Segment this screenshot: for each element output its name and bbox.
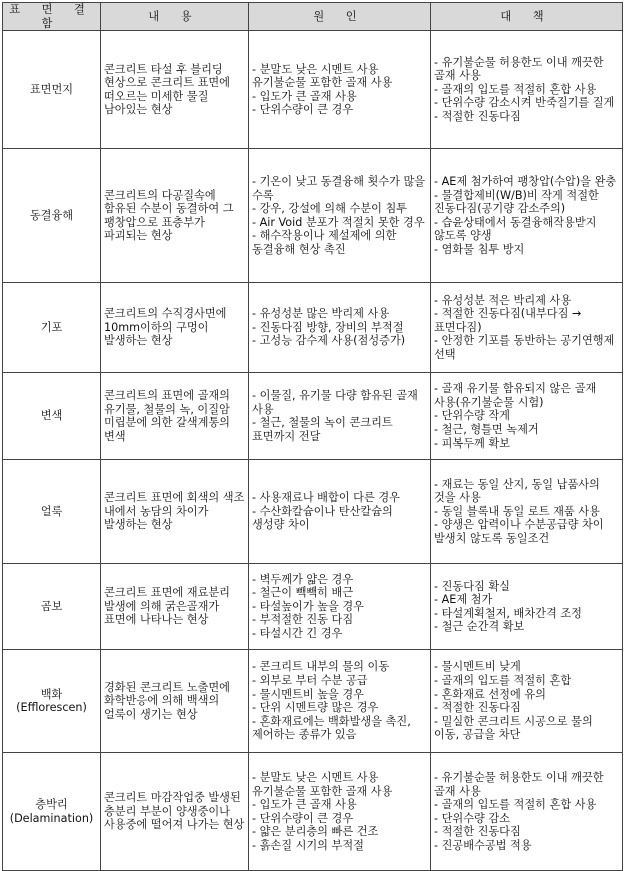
cause-line: - 흙손질 시기의 부적절 xyxy=(252,838,364,852)
defect-causes xyxy=(249,564,431,650)
table-row xyxy=(3,650,623,753)
measure-line: - 타설계획철저, 배차간격 조정 xyxy=(434,606,582,620)
cause-line: - 진동다짐 방향, 장비의 부적절 xyxy=(252,320,404,334)
table-header xyxy=(3,3,623,31)
defect-causes xyxy=(249,31,431,149)
table-row xyxy=(3,753,623,871)
table-row xyxy=(3,460,623,564)
cause-line: - 단위수량이 큰 경우 xyxy=(252,103,354,117)
cause-line: - 단위수량이 큰 경우 xyxy=(252,811,354,825)
cause-line: - 입도가 큰 골재 사용 xyxy=(252,89,357,103)
defect-description: 콘크리트 표면에 재료분리 발생에 의해 굵은골재가 표면에 나타나는 현상 xyxy=(101,564,249,650)
defect-description: 경화된 콘크리트 노출면에 화학반응에 의해 백색의 얼룩이 생기는 현상 xyxy=(101,650,249,753)
cause-line: - 고성능 감수제 사용(점성증가) xyxy=(252,334,406,348)
cause-line: 유기불순물 포함한 골재 사용 xyxy=(252,76,393,90)
table-row xyxy=(3,283,623,373)
defect-name: 표면먼지 xyxy=(3,31,101,149)
defect-description: 콘크리트 마감작업중 발생된 층분리 부분이 양생중이나 사용중에 떨어져 나가는 현상 xyxy=(101,753,249,871)
measure-line: - 유기불순물 허용한도 이내 깨끗한 골재 사용 xyxy=(434,55,604,83)
measure-line: - 물결합제비(W/B)비 작게 적절한 진동다짐(공기량 감소주의) xyxy=(434,188,599,216)
measure-line: - 혼화재료 선정에 유의 xyxy=(434,687,546,701)
cause-line: - 얇은 분리층의 빠른 건조 xyxy=(252,825,379,839)
defect-name: 기포 xyxy=(3,283,101,373)
measure-line: - 적절한 진동다짐 xyxy=(434,110,521,124)
cause-line: - 강우, 강설에 의해 수분이 침투 xyxy=(252,202,408,216)
cause-line: - 콘크리트 내부의 물의 이동 xyxy=(252,660,390,674)
defect-name: 동결융해 xyxy=(3,149,101,283)
measure-line: - 진동다짐 확실 xyxy=(434,579,510,593)
cause-line: - 유성성분 많은 박리제 사용 xyxy=(252,307,390,321)
defect-description: 콘크리트의 표면에 골재의 유기물, 철물의 녹, 이질암 미립분에 의한 갈색계통의 변색 xyxy=(101,373,249,460)
cause-line: - 철근, 철물의 녹이 콘크리트 표면까지 전달 xyxy=(252,416,393,443)
measure-line: - 염화물 침투 방지 xyxy=(434,242,525,256)
cause-line: - 혼화재료에는 백화발생을 촉진, 제어하는 종류가 있음 xyxy=(252,714,411,742)
measure-line: - 골재 유기물 함유되지 않은 골재 사용(유기불순물 시험) xyxy=(434,382,597,409)
defect-measures xyxy=(431,460,623,564)
defect-description: 콘크리트 타설 후 블리딩 현상으로 콘크리트 표면에 떠오르는 미세한 물질 남아있는 현상 xyxy=(101,31,249,149)
measure-line: - 안정한 기포를 동반하는 공기연행제 선택 xyxy=(434,334,615,362)
measure-line: - 피복두께 확보 xyxy=(434,436,510,450)
measure-line: - 재료는 동일 산지, 동일 납품사의 것을 사용 xyxy=(434,477,600,505)
defect-causes xyxy=(249,149,431,283)
cause-line: - 분말도 낮은 시멘트 사용 xyxy=(252,770,379,784)
cause-line: - 기온이 낮고 동결융해 횟수가 많을 수록 xyxy=(252,174,426,202)
defect-description: 콘크리트의 수직경사면에 10mm이하의 구멍이 발생하는 현상 xyxy=(101,283,249,373)
defect-name: 백화 (Efflorescen) xyxy=(3,650,101,753)
defect-description: 콘크리트 표면에 회색의 색조 내에서 농담의 차이가 발생하는 현상 xyxy=(101,460,249,564)
measure-line: - 양생은 압력이나 수분공급량 차이 발생치 않도록 동일조건 xyxy=(434,518,604,546)
cause-line: - 철근이 빽빽히 배근 xyxy=(252,586,354,600)
measure-line: - 유성성분 적은 박리제 사용 xyxy=(434,293,572,307)
defect-description: 콘크리트의 다공질속에 함유된 수분이 동결하여 그 팽창압으로 표층부가 파괴되는 현상 xyxy=(101,149,249,283)
cause-line: - 분말도 낮은 시멘트 사용 xyxy=(252,62,379,76)
measure-line: - 습윤상태에서 동결융해작용받지 않도록 양생 xyxy=(434,215,597,243)
measure-line: - AE제 첨가 xyxy=(434,593,493,607)
table-row xyxy=(3,564,623,650)
defect-name: 얼룩 xyxy=(3,460,101,564)
measure-line: - AE제 첨가하여 팽창압(수압)을 완충 xyxy=(434,174,617,188)
defect-name: 곰보 xyxy=(3,564,101,650)
table-row xyxy=(3,373,623,460)
cause-line: - 타설높이가 높을 경우 xyxy=(252,599,364,613)
defect-causes xyxy=(249,753,431,871)
surface-defects-table xyxy=(2,2,623,871)
cause-line: - 외부로 부터 수분 공급 xyxy=(252,674,368,687)
defect-causes xyxy=(249,650,431,753)
measure-line: - 진공배수공법 적용 xyxy=(434,838,532,852)
defect-causes xyxy=(249,283,431,373)
cause-line: - 타설시간 긴 경우 xyxy=(252,627,343,641)
defect-causes xyxy=(249,460,431,564)
measure-line: - 골재의 입도를 적절히 혼합 사용 xyxy=(434,798,597,812)
cause-line: - 사용재료나 배합이 다른 경우 xyxy=(252,491,400,505)
header-description: 내 용 xyxy=(101,3,249,31)
defect-measures xyxy=(431,31,623,149)
table-row xyxy=(3,149,623,283)
defect-name: 변색 xyxy=(3,373,101,460)
cause-line: - 입도가 큰 골재 사용 xyxy=(252,798,357,812)
measure-line: - 물시멘트비 낮게 xyxy=(434,660,521,674)
measure-line: - 동일 블록내 동일 로트 재품 사용 xyxy=(434,504,600,518)
measure-line: - 골재의 입도를 적절히 혼합 xyxy=(434,674,572,687)
cause-line: - Air Void 분포가 적절치 못한 경우 xyxy=(252,215,425,229)
header-cause: 원 인 xyxy=(249,3,431,31)
defect-causes xyxy=(249,373,431,460)
measure-line: - 철근 순간격 확보 xyxy=(434,620,525,634)
cause-line: - 단위 시멘트량 많은 경우 xyxy=(252,701,379,715)
measure-line: - 밀실한 콘크리트 시공으로 물의 이동, 공급을 차단 xyxy=(434,714,593,742)
cause-line: - 이물질, 유기물 다량 함유된 골재 사용 xyxy=(252,389,418,416)
defect-name: 층박리 (Delamination) xyxy=(3,753,101,871)
measure-line: - 유기불순물 허용한도 이내 깨끗한 골재 사용 xyxy=(434,770,604,798)
measure-line: - 적절한 진동다짐 xyxy=(434,825,521,839)
defect-measures xyxy=(431,149,623,283)
defect-measures xyxy=(431,283,623,373)
cause-line: - 벽두께가 얇은 경우 xyxy=(252,572,354,586)
measure-line: - 적절한 진동다짐(내부다짐 → 표면다짐) xyxy=(434,307,582,334)
measure-line: - 단위수량 작게 xyxy=(434,409,510,423)
defect-measures xyxy=(431,373,623,460)
defect-measures xyxy=(431,650,623,753)
cause-line: - 부적절한 진동 다짐 xyxy=(252,613,354,627)
cause-line: - 수산화칼슘이나 탄산칼슘의 생성량 차이 xyxy=(252,504,393,532)
defect-measures xyxy=(431,564,623,650)
defect-measures xyxy=(431,753,623,871)
cause-line: - 물시멘트비 높을 경우 xyxy=(252,687,364,701)
table-row xyxy=(3,31,623,149)
measure-line: - 철근, 형틀면 녹제거 xyxy=(434,422,539,436)
cause-line: 유기불순물 포함한 골재 사용 xyxy=(252,784,393,798)
measure-line: - 단위수량 감소 xyxy=(434,811,510,825)
header-defect: 표 면 결 함 xyxy=(3,3,101,31)
measure-line: - 골재의 입도를 적절히 혼합 사용 xyxy=(434,82,597,96)
measure-line: - 단위수량 감소시켜 반죽질기를 질게 xyxy=(434,96,615,110)
header-measure: 대 책 xyxy=(431,3,623,31)
measure-line: - 적절한 진동다짐 xyxy=(434,701,521,715)
cause-line: - 해수작용이나 제설제에 의한 동결융해 현상 촉진 xyxy=(252,229,397,256)
